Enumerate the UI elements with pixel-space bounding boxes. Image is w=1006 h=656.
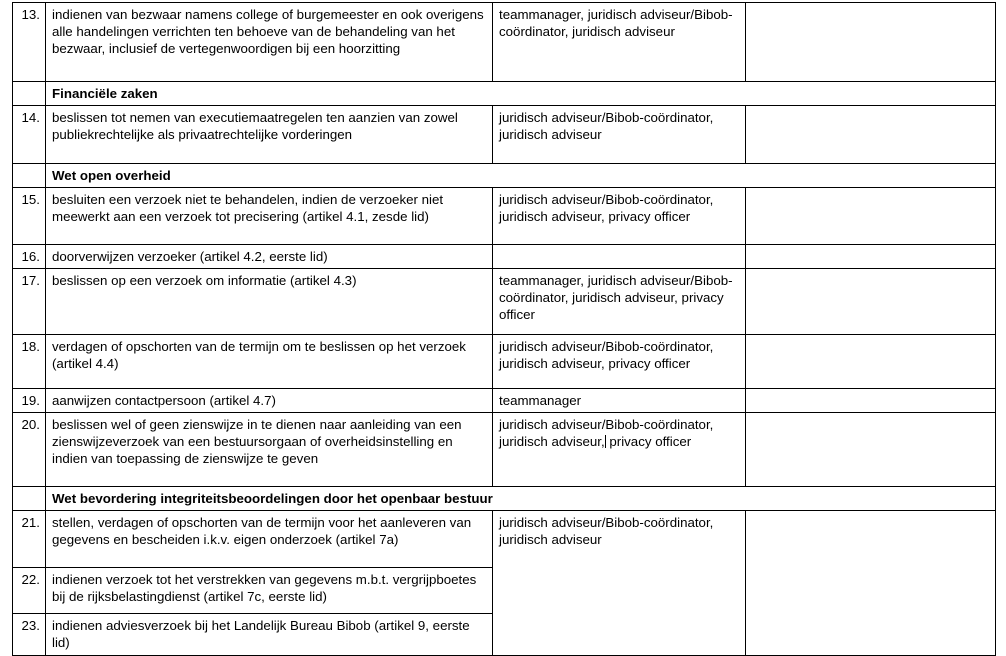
remarks-cell[interactable] <box>746 245 996 269</box>
section-heading-text: Wet bevordering integriteitsbeoordelingen door het openbaar bestuur <box>52 491 493 507</box>
row-number-cell <box>13 269 46 335</box>
remarks-cell[interactable] <box>746 106 996 164</box>
mandate-table-body <box>13 3 996 656</box>
mandate-text: teammanager <box>499 393 582 409</box>
table-row <box>13 106 996 164</box>
table-row <box>13 188 996 245</box>
description-text: indienen adviesverzoek bij het Landelijk Bureau Bibob (artikel 9, eerste lid) <box>52 618 474 651</box>
remarks-cell[interactable] <box>746 335 996 389</box>
row-number-cell <box>13 413 46 487</box>
mandate-text-after-caret: privacy officer <box>605 434 692 450</box>
table-row <box>13 413 996 487</box>
row-number: 18. <box>21 339 40 355</box>
description-cell[interactable] <box>46 269 493 335</box>
table-row <box>13 3 996 82</box>
remarks-cell[interactable] <box>746 188 996 245</box>
row-number-cell <box>13 3 46 82</box>
mandate-cell[interactable] <box>493 389 746 413</box>
section-heading-cell <box>46 164 996 188</box>
mandate-cell-focused[interactable] <box>493 413 746 487</box>
description-cell[interactable] <box>46 511 493 568</box>
mandate-cell[interactable] <box>493 3 746 82</box>
row-number: 15. <box>21 192 40 208</box>
section-row <box>13 82 996 106</box>
row-number: 20. <box>21 417 40 433</box>
section-number-cell <box>13 82 46 106</box>
table-row <box>13 511 996 568</box>
remarks-cell[interactable] <box>746 3 996 82</box>
description-text: aanwijzen contactpersoon (artikel 4.7) <box>52 393 276 409</box>
section-number-cell <box>13 164 46 188</box>
row-number: 14. <box>21 110 40 126</box>
description-text: beslissen tot nemen van executiemaatregelen ten aanzien van zowel publiekrechtelijke als privaatrechtelijke vorderingen <box>52 110 462 143</box>
mandate-cell[interactable] <box>493 269 746 335</box>
row-number-cell <box>13 389 46 413</box>
row-number: 22. <box>21 572 40 588</box>
row-number-cell <box>13 106 46 164</box>
row-number: 23. <box>21 618 40 634</box>
row-number: 13. <box>21 7 40 22</box>
row-number: 17. <box>21 273 40 289</box>
section-heading-text: Wet open overheid <box>52 168 171 184</box>
row-number: 21. <box>21 515 40 531</box>
description-cell[interactable] <box>46 413 493 487</box>
description-cell[interactable] <box>46 568 493 614</box>
description-text: besluiten een verzoek niet te behandelen, indien de verzoeker niet meewerkt aan een verzoek tot precisering (artikel 4.1, zesde lid) <box>52 192 447 225</box>
section-heading-text: Financiële zaken <box>52 86 158 101</box>
mandate-cell-merged[interactable] <box>493 511 746 656</box>
mandate-cell[interactable] <box>493 335 746 389</box>
section-row <box>13 164 996 188</box>
table-row <box>13 389 996 413</box>
row-number: 19. <box>21 393 40 409</box>
mandate-cell[interactable] <box>493 245 746 269</box>
mandate-text: juridisch adviseur/Bibob-coördinator, juridisch adviseur, privacy officer <box>499 339 718 372</box>
remarks-cell[interactable] <box>746 269 996 335</box>
description-text: doorverwijzen verzoeker (artikel 4.2, eerste lid) <box>52 249 328 265</box>
description-text: stellen, verdagen of opschorten van de termijn voor het aanleveren van gegevens en bescheiden i.k.v. eigen onderzoek (artikel 7a) <box>52 515 475 548</box>
description-cell[interactable] <box>46 335 493 389</box>
row-number-cell <box>13 568 46 614</box>
description-cell[interactable] <box>46 3 493 82</box>
remarks-cell-merged[interactable] <box>746 511 996 656</box>
description-cell[interactable] <box>46 106 493 164</box>
row-number-cell <box>13 245 46 269</box>
section-heading-cell <box>46 487 996 511</box>
description-text: verdagen of opschorten van de termijn om te beslissen op het verzoek (artikel 4.4) <box>52 339 470 372</box>
section-heading-cell <box>46 82 996 106</box>
description-cell[interactable] <box>46 614 493 656</box>
remarks-cell[interactable] <box>746 413 996 487</box>
mandate-text: juridisch adviseur/Bibob-coördinator, juridisch adviseur, privacy officer <box>499 192 718 225</box>
description-text: beslissen op een verzoek om informatie (artikel 4.3) <box>52 273 357 289</box>
description-cell[interactable] <box>46 245 493 269</box>
remarks-cell[interactable] <box>746 389 996 413</box>
table-row <box>13 335 996 389</box>
row-number-cell <box>13 188 46 245</box>
row-number-cell <box>13 511 46 568</box>
table-row <box>13 269 996 335</box>
section-row <box>13 487 996 511</box>
row-number-cell <box>13 335 46 389</box>
description-text: beslissen wel of geen zienswijze in te dienen naar aanleiding van een zienswijzeverzoek van een bestuursorgaan of overheidsinstelling en indien van toepassing de zienswijze te geven <box>52 417 466 467</box>
mandate-text: teammanager, juridisch adviseur/Bibob-coördinator, juridisch adviseur, privacy officer <box>499 273 733 323</box>
mandate-table <box>12 2 996 656</box>
mandate-cell[interactable] <box>493 106 746 164</box>
table-row <box>13 245 996 269</box>
row-number-cell <box>13 614 46 656</box>
row-number: 16. <box>21 249 40 265</box>
description-text: indienen van bezwaar namens college of burgemeester en ook overigens alle handelingen verrichten ten behoeve van de behandeling van het bezwaar, inclusief de vertegenwoordigen bij een hoorzitting <box>52 7 488 57</box>
mandate-text: juridisch adviseur/Bibob-coördinator, juridisch adviseur <box>499 110 718 143</box>
description-cell[interactable] <box>46 188 493 245</box>
mandate-text-before-caret: juridisch adviseur/Bibob-coördinator, juridisch adviseur, <box>499 417 714 450</box>
mandate-text: teammanager, juridisch adviseur/Bibob-coördinator, juridisch adviseur <box>499 7 733 40</box>
description-cell[interactable] <box>46 389 493 413</box>
description-text: indienen verzoek tot het verstrekken van gegevens m.b.t. vergrijpboetes bij de rijksbelastingdienst (artikel 7c, eerste lid) <box>52 572 480 605</box>
section-number-cell <box>13 487 46 511</box>
mandate-text: juridisch adviseur/Bibob-coördinator, juridisch adviseur <box>499 515 718 548</box>
mandate-cell[interactable] <box>493 188 746 245</box>
